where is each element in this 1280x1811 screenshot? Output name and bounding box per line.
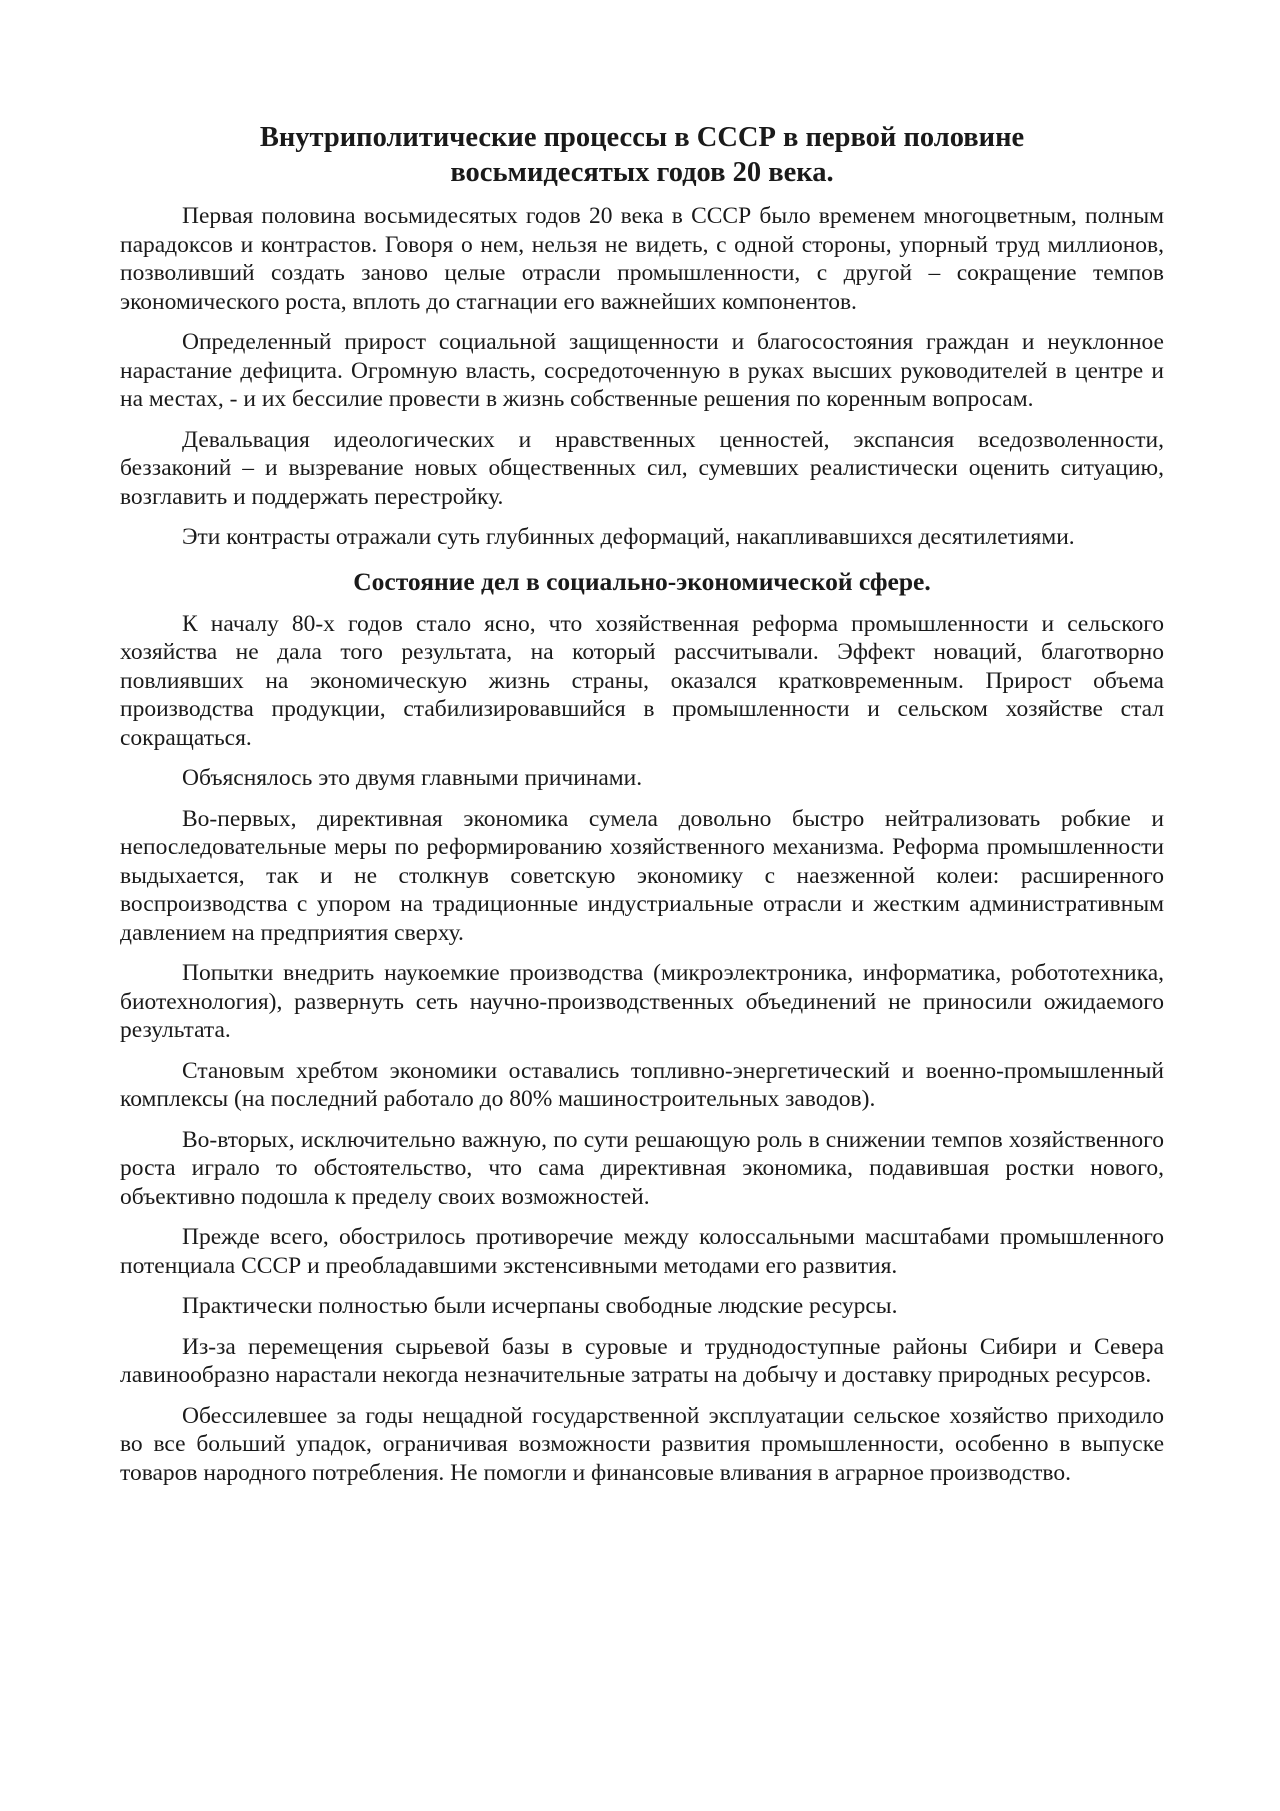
paragraph: Девальвация идеологических и нравственных ценностей, экспансия вседозволенности, беззаконий – и вызревание новых общественных сил, сумевших реалистически оценить ситуацию, возглавить и поддержать перестройку. (120, 426, 1164, 510)
paragraph: Попытки внедрить наукоемкие производства (микроэлектроника, информатика, робототехника, биотехнология), развернуть сеть научно-производственных объединений не приносили ожидаемого результата. (120, 960, 1164, 1043)
title-line: восьмидесятых годов 20 века. (450, 157, 834, 188)
paragraph: Прежде всего, обострилось противоречие между колоссальными масштабами промышленного потенциала СССР и преобладавшими экстенсивными методами его развития. (120, 1224, 1164, 1279)
paragraph: К началу 80-х годов стало ясно, что хозяйственная реформа промышленности и сельского хозяйства не дала того результата, на который рассчитывали. Эффект новаций, благотворно повлиявших на экономическую жизнь страны, оказался кратковременным. Прирост объема производства продукции, стабилизировавшийся в промышленности и сельском хозяйстве стал сокращаться. (120, 610, 1164, 751)
paragraph: Становым хребтом экономики оставались топливно-энергетический и военно-промышленный комплексы (на последний работало до 80% машиностроительных заводов). (120, 1057, 1164, 1112)
paragraph: Обессилевшее за годы нещадной государственной эксплуатации сельское хозяйство приходило во все больший упадок, ограничивая возможности развития промышленности, особенно в выпуске товаров народного потребления. Не помогли и финансовые вливания в аграрное производство. (120, 1402, 1164, 1486)
paragraph: Определенный прирост социальной защищенности и благосостояния граждан и неуклонное нарастание дефицита. Огромную власть, сосредоточенную в руках высших руководителей в центре и на местах, - и их бессилие провести в жизнь собственные решения по коренным вопросам. (120, 329, 1164, 412)
paragraph: Первая половина восьмидесятых годов 20 века в СССР было временем многоцветным, полным парадоксов и контрастов. Говоря о нем, нельзя не видеть, с одной стороны, упорный труд миллионов, позволивший создать заново целые отрасли промышленности, с другой – сокращение темпов экономического роста, вплоть до стагнации его важнейших компонентов. (120, 203, 1164, 315)
document-title (120, 120, 1164, 190)
title-line: Внутриполитические процессы в СССР в первой половине (259, 122, 1025, 153)
paragraph: Во-первых, директивная экономика сумела довольно быстро нейтрализовать робкие и непоследовательные меры по реформированию хозяйственного механизма. Реформа промышленности выдыхается, так и не столкнув советскую экономику с наезженной колеи: расширенного воспроизводства с упором на традиционные индустриальные отрасли и жестким административным давлением на предприятия сверху. (120, 805, 1164, 946)
paragraph: Во-вторых, исключительно важную, по сути решающую роль в снижении темпов хозяйственного роста играло то обстоятельство, что сама директивная экономика, подавившая ростки нового, объективно подошла к пределу своих возможностей. (120, 1126, 1164, 1210)
paragraph: Практически полностью были исчерпаны свободные людские ресурсы. (182, 1293, 898, 1319)
section-title: Состояние дел в социально-экономической сфере. (353, 566, 931, 596)
paragraph: Объяснялось это двумя главными причинами. (182, 765, 643, 791)
paragraph: Из-за перемещения сырьевой базы в суровые и труднодоступные районы Сибири и Севера лавинообразно нарастали некогда незначительные затраты на добычу и доставку природных ресурсов. (120, 1333, 1164, 1388)
paragraph: Эти контрасты отражали суть глубинных деформаций, накапливавшихся десятилетиями. (182, 524, 1075, 550)
